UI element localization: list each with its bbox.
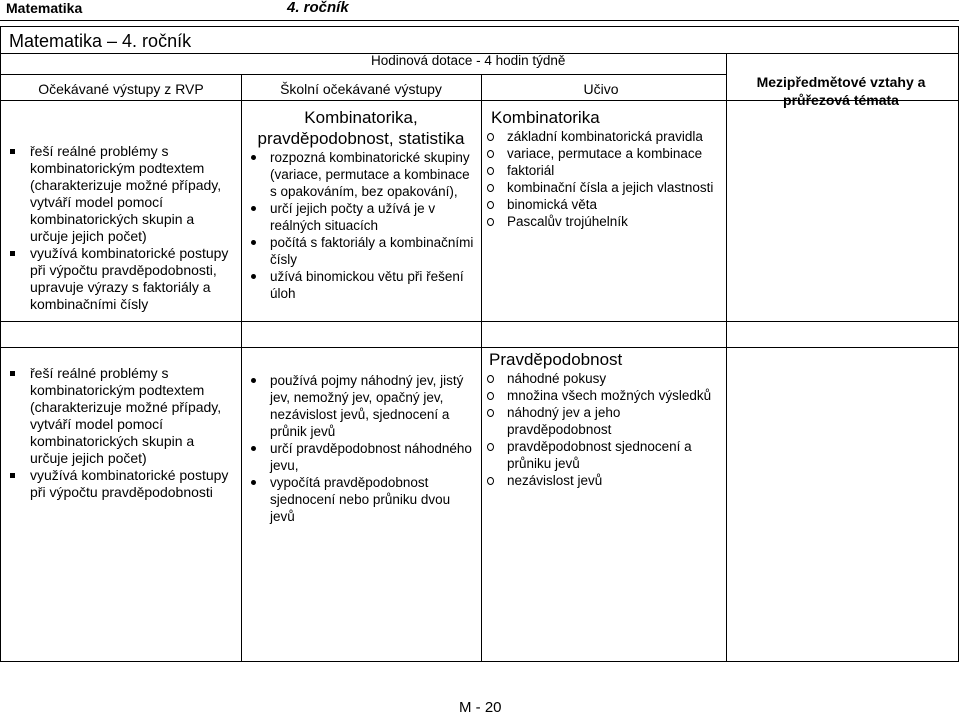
ucivo-block-title: Kombinatorika [491, 108, 600, 127]
row2-ucivo [485, 349, 717, 489]
rvp-item: řeší reálné problémy s kombinatorickým podtextem (charakterizuje možné případy, vytváří model pomocí kombinatorických skupin a určuje jejich počet) [7, 143, 233, 245]
header-grade: 4. ročník [287, 0, 349, 16]
school-item: vypočítá pravděpodobnost sjednocení nebo průniku dvou jevů [247, 474, 475, 525]
col-divider-3 [726, 53, 727, 661]
school-item: počítá s faktoriály a kombinačními čísly [247, 234, 475, 268]
school-item: používá pojmy náhodný jev, jistý jev, nemožný jev, opačný jev, nezávislost jevů, sjednocení a průnik jevů [247, 372, 475, 440]
row1-school [247, 107, 475, 302]
rvp-item: využívá kombinatorické postupy při výpočtu pravděpodobnosti [7, 467, 233, 501]
row2-rvp [7, 365, 233, 501]
rvp-item: řeší reálné problémy s kombinatorickým podtextem (charakterizuje možné případy, vytváří model pomocí kombinatorických skupin a určuje jejich počet) [7, 365, 233, 467]
col-divider-1 [241, 74, 242, 661]
ucivo-block-title: Pravděpodobnost [489, 350, 623, 369]
curriculum-table [0, 26, 959, 662]
ucivo-item: faktoriál [485, 162, 717, 179]
school-item: rozpozná kombinatorické skupiny (variace, permutace a kombinace s opakováním, bez opakování), [247, 149, 475, 200]
header-subject: Matematika [6, 0, 83, 16]
col-header-cross: Mezipředmětové vztahy a průřezová témata [756, 74, 926, 108]
ucivo-item: základní kombinatorická pravidla [485, 128, 717, 145]
school-item: užívá binomickou větu při řešení úloh [247, 268, 475, 302]
col-header-ucivo: Učivo [583, 81, 619, 97]
page-number: M - 20 [459, 699, 502, 716]
ucivo-item: množina všech možných výsledků [485, 387, 717, 404]
row2-school [247, 372, 475, 525]
header-rule [0, 20, 959, 21]
ucivo-item: pravděpodobnost sjednocení a průniku jevů [485, 438, 717, 472]
rvp-item: využívá kombinatorické postupy při výpočtu pravděpodobnosti, upravuje výrazy s faktoriály a kombinačními čísly [7, 245, 233, 313]
ucivo-item: Pascalův trojúhelník [485, 213, 717, 230]
col-header-school: Školní očekávané výstupy [280, 81, 442, 97]
row-gap-bottom [1, 347, 958, 348]
ucivo-item: nezávislost jevů [485, 472, 717, 489]
school-block-title: Kombinatorika, pravděpodobnost, statistika [257, 108, 465, 148]
row-gap-top [1, 321, 958, 322]
ucivo-item: kombinační čísla a jejich vlastnosti [485, 179, 717, 196]
row1-ucivo [485, 107, 717, 230]
table-title: Matematika – 4. ročník [9, 31, 192, 51]
col-header-rvp: Očekávané výstupy z RVP [38, 81, 204, 97]
ucivo-item: variace, permutace a kombinace [485, 145, 717, 162]
ucivo-item: náhodné pokusy [485, 370, 717, 387]
ucivo-item: náhodný jev a jeho pravděpodobnost [485, 404, 717, 438]
school-item: určí jejich počty a užívá je v reálných situacích [247, 200, 475, 234]
dotace-divider [1, 74, 726, 75]
col-divider-2 [481, 74, 482, 661]
header-divider [1, 100, 958, 101]
school-item: určí pravděpodobnost náhodného jevu, [247, 440, 475, 474]
hour-allocation: Hodinová dotace - 4 hodin týdně [371, 53, 566, 68]
ucivo-item: binomická věta [485, 196, 717, 213]
row1-rvp [7, 143, 233, 313]
page-header [0, 0, 959, 22]
